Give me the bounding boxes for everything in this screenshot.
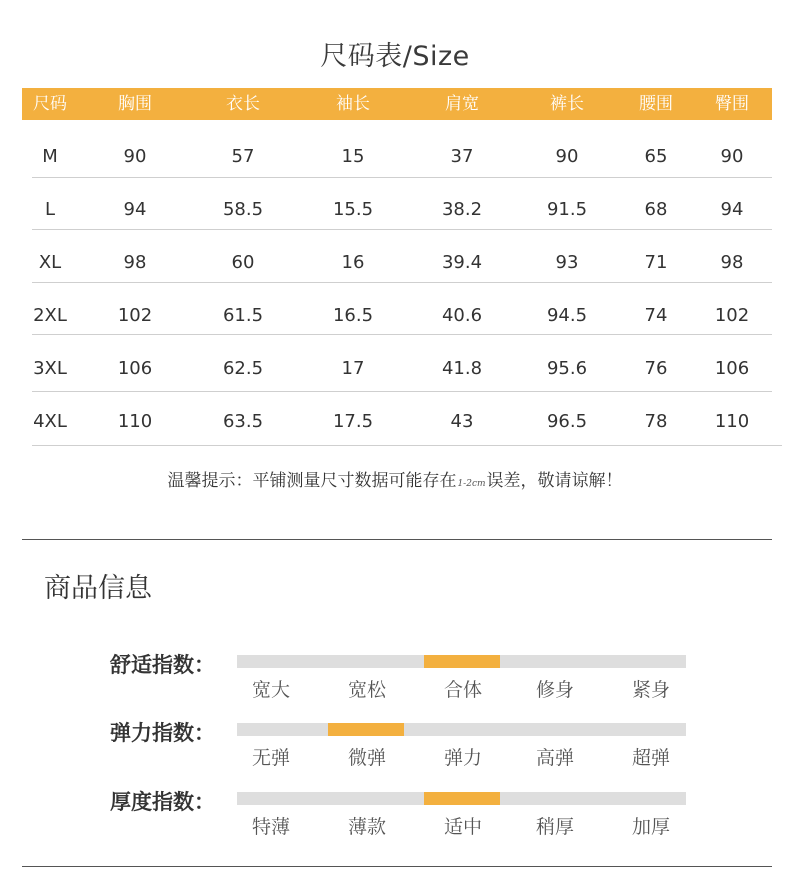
- table-cell: 90: [555, 146, 579, 167]
- table-cell: 78: [644, 411, 668, 432]
- table-cell: 60: [231, 252, 255, 273]
- table-cell: 93: [555, 252, 579, 273]
- index-option: 特薄: [251, 816, 291, 838]
- header-cell: 臀围: [715, 94, 749, 114]
- table-cell: 68: [644, 199, 668, 220]
- index-option: 宽松: [347, 679, 387, 701]
- header-cell: 裤长: [550, 94, 584, 114]
- table-cell: 102: [714, 305, 750, 326]
- index-option: 高弹: [535, 747, 575, 769]
- table-cell: 94.5: [546, 305, 588, 326]
- size-label-cell: 2XL: [33, 305, 67, 326]
- index-option: 合体: [443, 679, 483, 701]
- table-row: [0, 130, 790, 183]
- index-option: 稍厚: [535, 816, 575, 838]
- size-label-cell: M: [42, 146, 58, 167]
- table-cell: 17: [341, 358, 365, 379]
- table-cell: 40.6: [441, 305, 483, 326]
- table-cell: 58.5: [222, 199, 264, 220]
- size-chart-title: 尺码表/Size: [320, 41, 470, 72]
- table-cell: 39.4: [441, 252, 483, 273]
- table-cell: 98: [720, 252, 744, 273]
- header-cell: 腰围: [639, 94, 673, 114]
- tip-text-after: 误差，敬请谅解！: [486, 471, 623, 491]
- table-row: [0, 342, 790, 395]
- index-option: 适中: [443, 816, 483, 838]
- table-cell: 38.2: [441, 199, 483, 220]
- index-bar: [237, 792, 686, 805]
- section-divider-bottom: [22, 866, 772, 867]
- index-option: 宽大: [251, 679, 291, 701]
- table-cell: 90: [123, 146, 147, 167]
- table-cell: 41.8: [441, 358, 483, 379]
- table-cell: 65: [644, 146, 668, 167]
- size-label-cell: XL: [38, 252, 62, 273]
- table-cell: 102: [117, 305, 153, 326]
- table-cell: 106: [117, 358, 153, 379]
- tip-text-before: 温馨提示：平铺测量尺寸数据可能存在: [167, 471, 457, 491]
- index-option: 微弹: [347, 747, 387, 769]
- table-cell: 95.6: [546, 358, 588, 379]
- table-cell: 96.5: [546, 411, 588, 432]
- index-option: 修身: [535, 679, 575, 701]
- table-cell: 16: [341, 252, 365, 273]
- table-cell: 15.5: [332, 199, 374, 220]
- header-cell: 胸围: [118, 94, 152, 114]
- size-label-cell: 3XL: [33, 358, 67, 379]
- index-option: 弹力: [443, 747, 483, 769]
- table-cell: 110: [714, 411, 750, 432]
- table-cell: 43: [450, 411, 474, 432]
- index-label: 弹力指数：: [110, 721, 215, 745]
- table-cell: 98: [123, 252, 147, 273]
- table-cell: 57: [231, 146, 255, 167]
- table-cell: 76: [644, 358, 668, 379]
- size-label-cell: L: [44, 199, 56, 220]
- table-cell: 16.5: [332, 305, 374, 326]
- table-cell: 74: [644, 305, 668, 326]
- index-bar: [237, 655, 686, 668]
- header-cell: 肩宽: [445, 94, 479, 114]
- table-cell: 62.5: [222, 358, 264, 379]
- table-cell: 91.5: [546, 199, 588, 220]
- index-option: 无弹: [251, 747, 291, 769]
- row-divider: [32, 282, 772, 283]
- index-bar: [237, 723, 686, 736]
- header-cell: 衣长: [226, 94, 260, 114]
- section-divider-top: [22, 539, 772, 540]
- table-cell: 37: [450, 146, 474, 167]
- index-bar-fill: [328, 723, 404, 736]
- index-option: 紧身: [631, 679, 671, 701]
- index-bar-fill: [424, 655, 500, 668]
- index-label: 厚度指数：: [110, 790, 215, 814]
- row-divider: [32, 334, 772, 335]
- size-label-cell: 4XL: [33, 411, 67, 432]
- row-divider: [32, 391, 772, 392]
- table-cell: 110: [117, 411, 153, 432]
- table-cell: 106: [714, 358, 750, 379]
- index-option: 加厚: [631, 816, 671, 838]
- table-cell: 15: [341, 146, 365, 167]
- row-divider: [32, 229, 772, 230]
- row-divider: [32, 177, 772, 178]
- index-label: 舒适指数：: [110, 653, 215, 677]
- measurement-tip: [0, 466, 790, 491]
- header-cell: 袖长: [336, 94, 370, 114]
- table-cell: 61.5: [222, 305, 264, 326]
- table-cell: 90: [720, 146, 744, 167]
- size-table-header: [22, 88, 772, 120]
- row-divider: [32, 445, 782, 446]
- index-bar-fill: [424, 792, 500, 805]
- table-cell: 17.5: [332, 411, 374, 432]
- table-cell: 71: [644, 252, 668, 273]
- table-cell: 94: [720, 199, 744, 220]
- table-row: [0, 395, 790, 448]
- index-option: 超弹: [631, 747, 671, 769]
- tip-range: 1-2cm: [457, 479, 486, 489]
- index-option: 薄款: [347, 816, 387, 838]
- table-cell: 94: [123, 199, 147, 220]
- header-cell: 尺码: [33, 94, 67, 114]
- product-info-title: 商品信息: [44, 573, 152, 604]
- table-cell: 63.5: [222, 411, 264, 432]
